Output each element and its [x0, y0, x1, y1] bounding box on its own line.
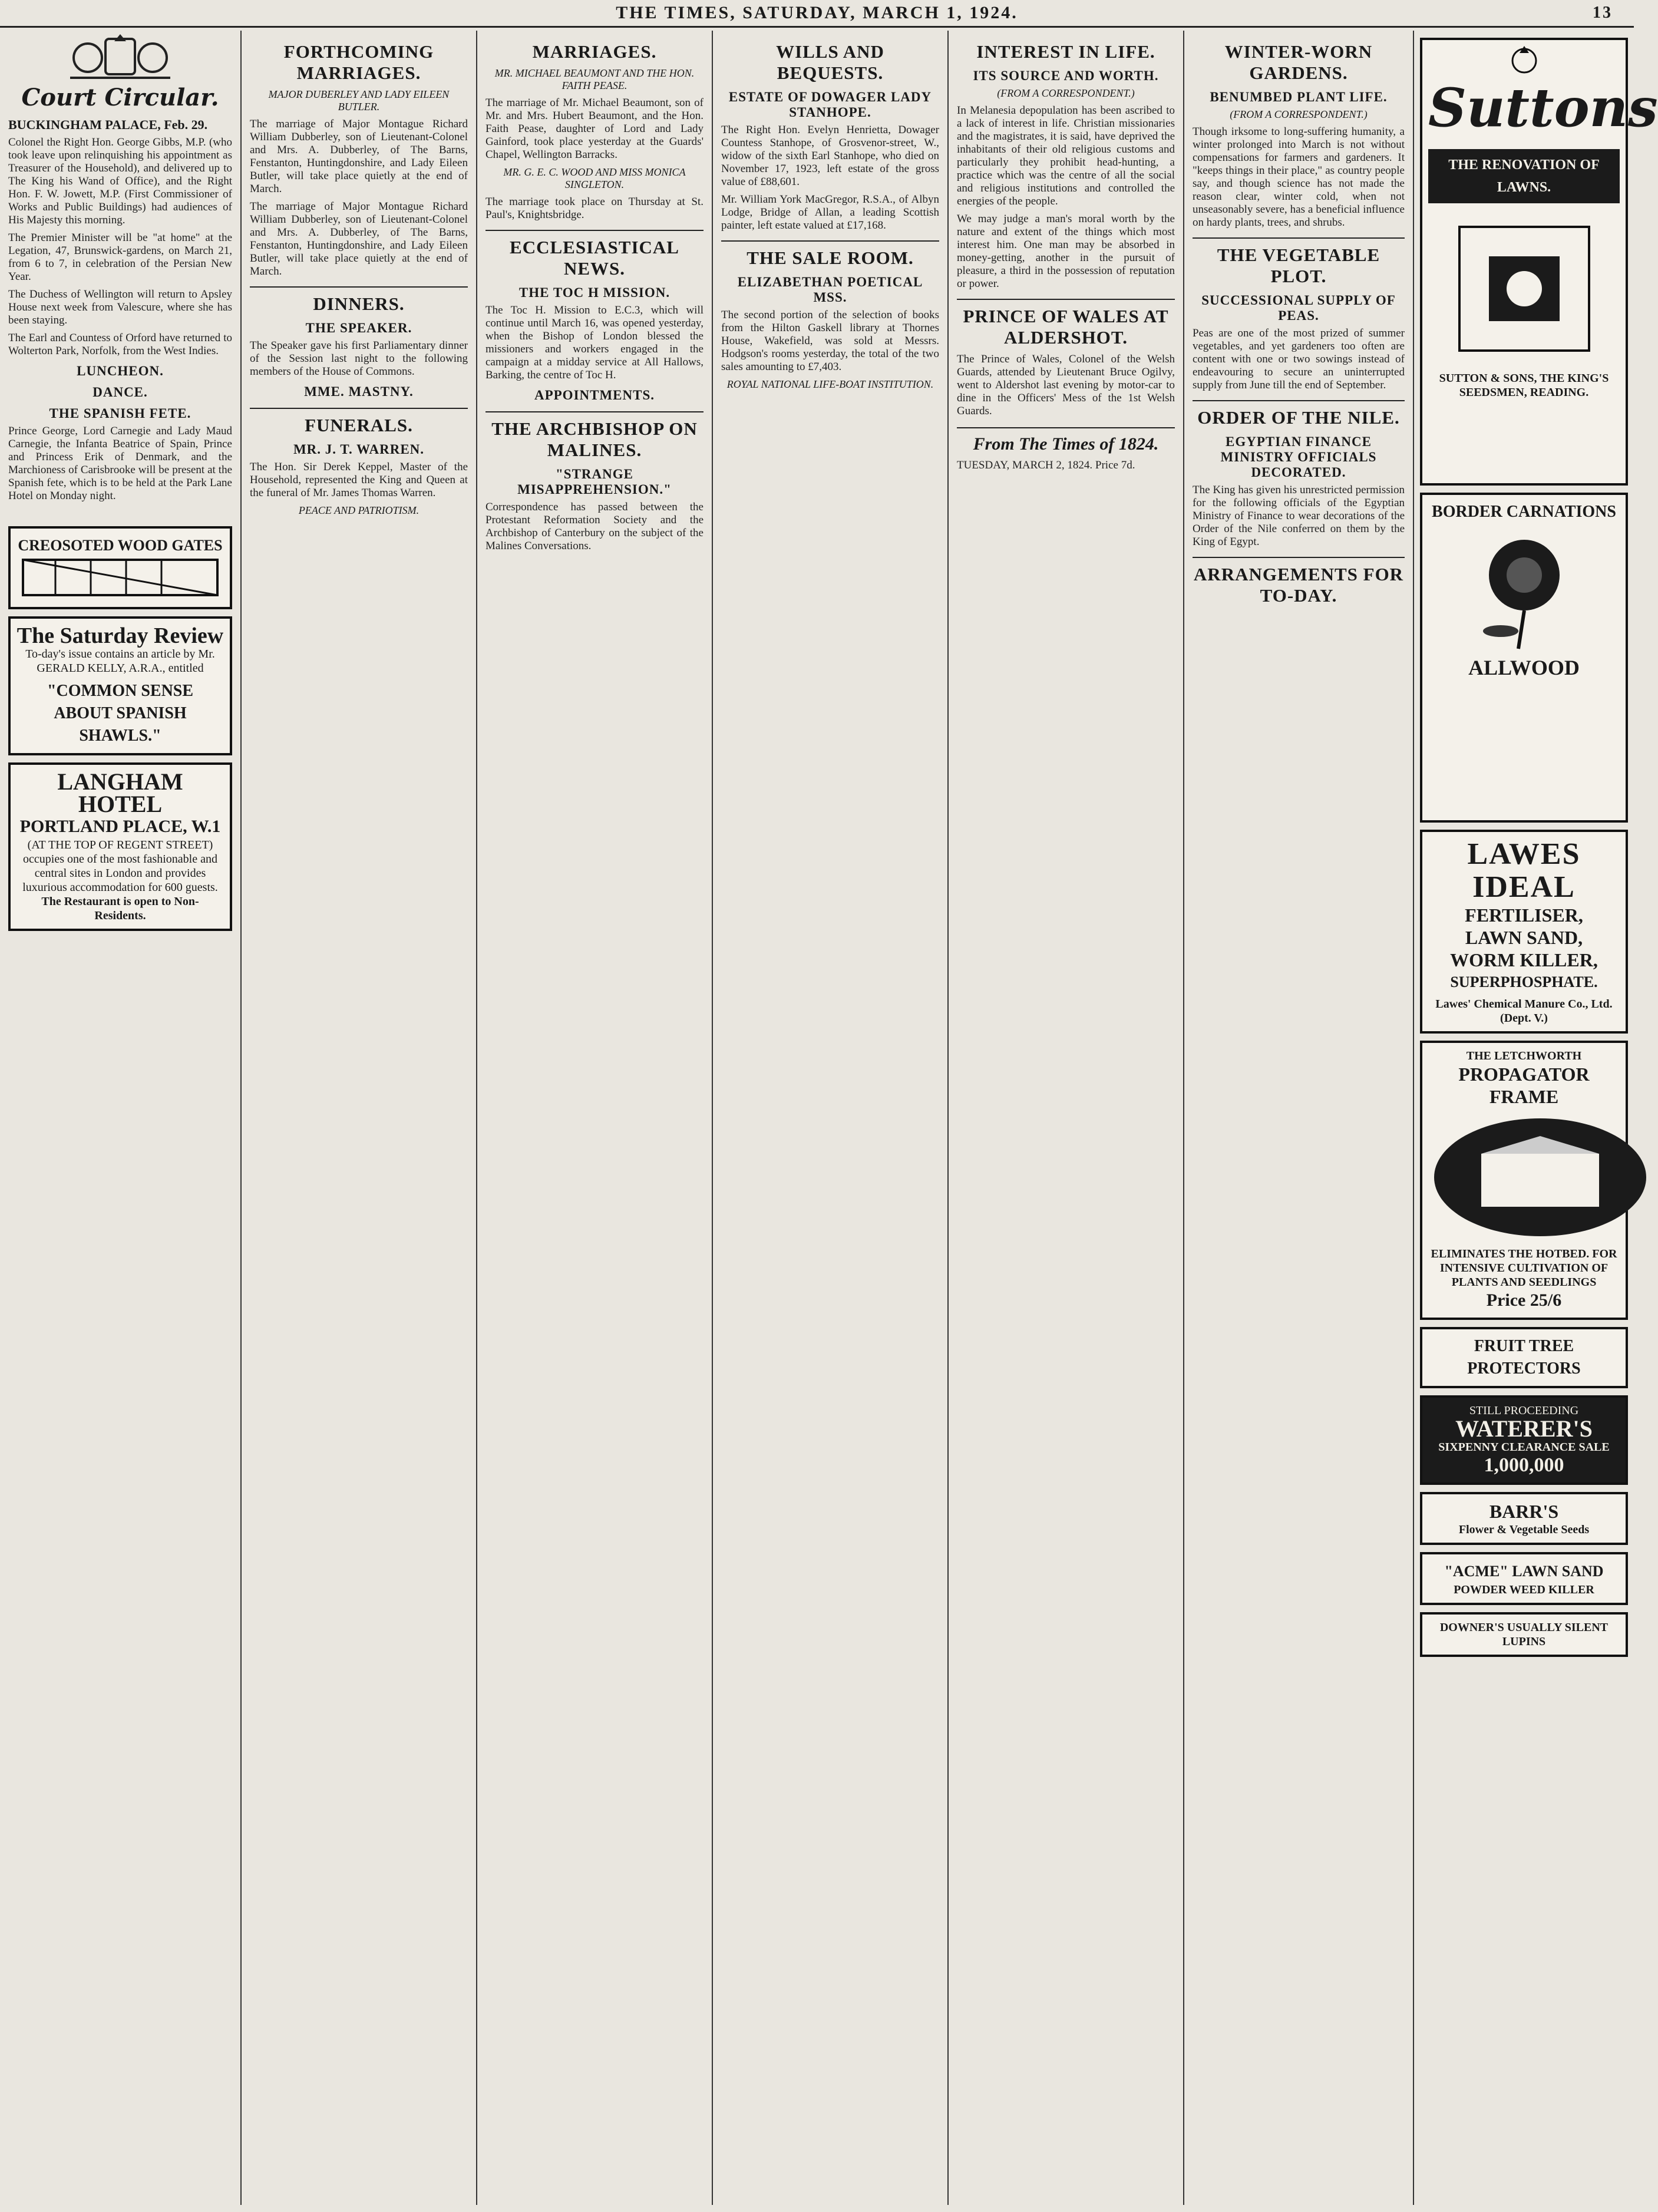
column-wills — [713, 31, 949, 2205]
article-paragraph: Peas are one of the most prized of summer vegetables, and yet gardeners too often are content with one or two sowings instead of endeavouring to secure an uninterrupted supply from June till the end of September. — [1193, 327, 1405, 391]
ad-hotel-name: LANGHAM HOTEL — [57, 768, 183, 817]
article-paragraph: We may judge a man's moral worth by the nature and extent of the things which most interest him. One man may be absorbed in money-getting, another in the pursuit of pleasure, a third in the possession of reputation or power. — [957, 213, 1175, 290]
ad-barrs-title: BARR'S — [1489, 1501, 1559, 1522]
ad-lawes — [1420, 830, 1628, 1034]
ad-acme-title: "ACME" LAWN SAND — [1444, 1563, 1604, 1580]
section-archbishop-malines: THE ARCHBISHOP ON MALINES. — [485, 411, 704, 461]
ad-waterer-line2: WATERER'S — [1455, 1415, 1593, 1442]
masthead — [0, 0, 1634, 28]
ad-allwood: ALLWOOD — [1468, 656, 1580, 679]
article-paragraph: The King has given his unrestricted permission for the following officials of the Egyptian Ministry of Finance to wear decorations of the Order of the Nile conferred on them by the King of Egypt. — [1193, 484, 1405, 548]
ad-fruit-title: FRUIT TREE PROTECTORS — [1467, 1337, 1581, 1378]
royal-crest-icon — [58, 34, 182, 81]
ad-lawes-line5: WORM KILLER, — [1450, 949, 1598, 970]
ad-hotel-location: (AT THE TOP OF REGENT STREET) — [27, 838, 213, 851]
article-paragraph: The marriage took place on Thursday at St. Paul's, Knightsbridge. — [485, 196, 704, 221]
gate-icon — [20, 557, 220, 598]
column-advertisements — [1414, 31, 1658, 2205]
ad-acme-lawn-sand — [1420, 1552, 1628, 1605]
article-paragraph: The marriage of Mr. Michael Beaumont, son of Mr. and Mrs. Hubert Beaumont, and the Hon. Faith Pease, daughter of Lord and Lady Gainford, took place yesterday at the Guards' Chapel, Wellington Barracks. — [485, 97, 704, 161]
ad-review-quote: "COMMON SENSE ABOUT SPANISH SHAWLS." — [47, 682, 194, 745]
article-paragraph: The Right Hon. Evelyn Henrietta, Dowager Countess Stanhope, of Grosvenor-street, W., widow of the sixth Earl Stanhope, who died on November 17, 1923, left estate of the gross value of £88,601. — [721, 124, 939, 188]
ad-review-body: To-day's issue contains an article by Mr. GERALD KELLY, A.R.A., entitled — [25, 648, 215, 675]
ad-barrs-sub: Flower & Vegetable Seeds — [1458, 1523, 1590, 1536]
subheading: ROYAL NATIONAL LIFE-BOAT INSTITUTION. — [726, 378, 934, 390]
section-arrangements: ARRANGEMENTS FOR TO-DAY. — [1193, 557, 1405, 606]
court-circular-title: Court Circular. — [21, 84, 219, 111]
ad-suttons — [1420, 38, 1658, 486]
section-marriages: MARRIAGES. — [532, 41, 657, 62]
article-paragraph: The second portion of the selection of books from the Hilton Gaskell library at Thornes House, Wakefield, was sold at Messrs. Hodgson's rooms yesterday, the total of the two sales amounting to £7,403. — [721, 309, 939, 373]
ad-border-carnations — [1420, 493, 1628, 823]
column-gardens — [1184, 31, 1414, 2205]
subheading: MR. MICHAEL BEAUMONT AND THE HON. FAITH PEASE. — [494, 67, 695, 91]
section-dance: DANCE. — [93, 385, 148, 400]
article-paragraph: The Premier Minister will be "at home" at the Legation, 47, Brunswick-gardens, on March 21, from 6 to 7, in celebration of the Persian New Year. — [8, 232, 232, 283]
subheading: ELIZABETHAN POETICAL MSS. — [737, 275, 923, 305]
subheading: PEACE AND PATRIOTISM. — [298, 504, 420, 516]
subheading: THE TOC H MISSION. — [518, 285, 671, 300]
subheading: MAJOR DUBERLEY AND LADY EILEEN BUTLER. — [268, 88, 450, 113]
ad-review-title: The Saturday Review — [16, 623, 224, 648]
ad-propagator-top: THE LETCHWORTH — [1466, 1049, 1582, 1062]
article-paragraph: Though irksome to long-suffering humanity, a winter prolonged into March is not without compensations for farmers and gardeners. It "keeps things in their place," as country people say, and though science has not made the reason clear, winter cold, when not unseasonably severe, has a beneficial influence on hardy plants, trees, and shrubs. — [1193, 126, 1405, 229]
article-paragraph: Mr. William York MacGregor, R.S.A., of Albyn Lodge, Bridge of Allan, a leading Scottish painter, left estate valued at £17,168. — [721, 193, 939, 232]
subheading: APPOINTMENTS. — [534, 388, 655, 402]
subheading: MR. J. T. WARREN. — [293, 442, 425, 457]
ad-hotel-foot: The Restaurant is open to Non-Residents. — [41, 895, 199, 922]
article-paragraph: In Melanesia depopulation has been ascribed to a lack of interest in life. Christian missionaries and the magistrates, it is said, have deprived the inhabitants of their old religious customs and particularly they prohibit head-hunting, a practice which was the centre of all the social and religious institutions and controlled the energies of the people. — [957, 104, 1175, 207]
ad-lupins-title: DOWNER'S USUALLY SILENT LUPINS — [1439, 1621, 1609, 1648]
column-court-circular — [0, 31, 242, 2205]
section-winter-gardens: WINTER-WORN GARDENS. — [1224, 41, 1373, 83]
section-from-times-1824: From The Times of 1824. — [957, 427, 1175, 454]
section-funerals: FUNERALS. — [250, 408, 468, 436]
subheading: ITS SOURCE AND WORTH. — [973, 68, 1159, 83]
article-paragraph: TUESDAY, MARCH 2, 1824. Price 7d. — [957, 459, 1135, 471]
ad-fruit-tree — [1420, 1327, 1628, 1388]
section-order-of-nile: ORDER OF THE NILE. — [1193, 400, 1405, 428]
subheading: "STRANGE MISAPPREHENSION." — [517, 467, 672, 497]
lawn-mower-icon — [1448, 215, 1601, 362]
ad-downers-lupins — [1420, 1612, 1628, 1657]
ad-powder-title: POWDER WEED KILLER — [1454, 1583, 1594, 1596]
section-wills-bequests: WILLS AND BEQUESTS. — [776, 41, 884, 83]
section-ecclesiastical-news: ECCLESIASTICAL NEWS. — [485, 230, 704, 279]
ad-langham-hotel — [8, 762, 232, 931]
propagator-frame-icon — [1428, 1112, 1652, 1242]
subheading: SUCCESSIONAL SUPPLY OF PEAS. — [1201, 293, 1396, 323]
byline: (FROM A CORRESPONDENT.) — [997, 87, 1135, 99]
subheading: ESTATE OF DOWAGER LADY STANHOPE. — [728, 90, 932, 120]
ad-hotel-address: PORTLAND PLACE, W.1 — [19, 817, 221, 836]
ad-propagator-title: PROPAGATOR FRAME — [1458, 1064, 1590, 1107]
subheading: MR. G. E. C. WOOD AND MISS MONICA SINGLETON. — [503, 166, 686, 190]
section-spanish-fete: THE SPANISH FETE. — [49, 406, 191, 421]
ad-saturday-review — [8, 616, 232, 755]
ad-propagator-body: ELIMINATES THE HOTBED. FOR INTENSIVE CULTIVATION OF PLANTS AND SEEDLINGS — [1431, 1247, 1617, 1289]
subheading: EGYPTIAN FINANCE MINISTRY OFFICIALS DECORATED. — [1220, 434, 1377, 480]
subheading: BENUMBED PLANT LIFE. — [1210, 90, 1388, 104]
masthead-title: THE TIMES, SATURDAY, MARCH 1, 1924. — [616, 3, 1018, 22]
ad-lawes-foot: Lawes' Chemical Manure Co., Ltd. (Dept. V.) — [1435, 998, 1613, 1025]
ad-waterer-line3: SIXPENNY CLEARANCE SALE — [1438, 1441, 1610, 1454]
ad-hotel-body: occupies one of the most fashionable and central sites in London and provides luxurious accommodation for 600 guests. — [22, 853, 218, 894]
article-paragraph: Prince George, Lord Carnegie and Lady Maud Carnegie, the Infanta Beatrice of Spain, Prince and Princess Erik of Denmark, and the Marchioness of Carisbrooke will be present at the Spanish fete, which is to be held at the Park Lane Hotel on Monday night. — [8, 425, 232, 502]
byline: (FROM A CORRESPONDENT.) — [1230, 108, 1368, 120]
article-paragraph: The marriage of Major Montague Richard William Dubberley, son of Lieutenant-Colonel and Mrs. A. Dubberley, of The Barns, Fenstanton, Huntingdonshire, and Lady Eileen Butler, will take place quietly at the end of March. — [250, 118, 468, 195]
ad-suttons-foot: SUTTON & SONS, THE KING'S SEEDSMEN, READING. — [1439, 372, 1609, 399]
royal-crest-icon — [1501, 46, 1548, 75]
article-paragraph: The Toc H. Mission to E.C.3, which will continue until March 16, was opened yesterday, when the Bishop of London blessed the missioners and workers engaged in the campaign at a midday service at All Hallows, Barking, the centre of Toc H. — [485, 304, 704, 381]
page-number: 13 — [1593, 4, 1613, 22]
ad-waterer-line1: STILL PROCEEDING — [1469, 1404, 1579, 1417]
column-interest-in-life — [949, 31, 1184, 2205]
dateline: BUCKINGHAM PALACE, Feb. 29. — [8, 117, 208, 132]
ad-lawes-line4: LAWN SAND, — [1465, 927, 1583, 948]
article-paragraph: The marriage of Major Montague Richard William Dubberley, son of Lieutenant-Colonel and Mrs. A. Dubberley, of The Barns, Fenstanton, Huntingdonshire, and Lady Eileen Butler, will take place quietly at the end of March. — [250, 200, 468, 278]
article-paragraph: The Prince of Wales, Colonel of the Welsh Guards, attended by Lieutenant Bruce Ogilvy, went to Aldershot last evening by motor-car to dine in the Officers' Mess of the 1st Welsh Guards. — [957, 353, 1175, 417]
article-paragraph: The Earl and Countess of Orford have returned to Wolterton Park, Norfolk, from the West Indies. — [8, 332, 232, 357]
ad-carnations-title: BORDER CARNATIONS — [1432, 503, 1616, 521]
ad-lawes-line1: LAWES — [1467, 837, 1581, 871]
ad-propagator-price: Price 25/6 — [1486, 1290, 1562, 1310]
section-interest-in-life: INTEREST IN LIFE. — [976, 41, 1155, 62]
ad-waterers — [1420, 1395, 1628, 1485]
article-paragraph: Colonel the Right Hon. George Gibbs, M.P. (who took leave upon relinquishing his appointment as Treasurer of the Household), and delivered up to The King his Wand of Office), and the Right Hon. F. W. Jowett, M.P. (First Commissioner of Works and Public Buildings) had audiences of His Majesty this morning. — [8, 136, 232, 226]
article-paragraph: The Duchess of Wellington will return to Apsley House next week from Valescure, where she has been staying. — [8, 288, 232, 326]
section-forthcoming-marriages: FORTHCOMING MARRIAGES. — [283, 41, 434, 83]
ad-creosoted-gates — [8, 526, 232, 609]
ad-suttons-side: THE RENOVATION OF LAWNS. — [1428, 149, 1620, 203]
ad-waterer-line4: 1,000,000 — [1484, 1454, 1564, 1476]
ad-barrs — [1420, 1492, 1628, 1545]
section-vegetable-plot: THE VEGETABLE PLOT. — [1193, 237, 1405, 287]
ad-suttons-logo: Suttons — [1428, 77, 1658, 139]
article-paragraph: The Speaker gave his first Parliamentary dinner of the Session last night to the following members of the House of Commons. — [250, 339, 468, 378]
section-sale-room: THE SALE ROOM. — [721, 240, 939, 269]
section-dinners: DINNERS. — [250, 286, 468, 315]
carnation-flower-icon — [1454, 528, 1595, 652]
ad-propagator-frame — [1420, 1041, 1628, 1320]
section-luncheon: LUNCHEON. — [77, 364, 164, 378]
ad-lawes-line6: SUPERPHOSPHATE. — [1450, 973, 1598, 991]
ad-gates-title: CREOSOTED WOOD GATES — [18, 537, 223, 554]
section-prince-of-wales: PRINCE OF WALES AT ALDERSHOT. — [957, 299, 1175, 348]
article-paragraph: Correspondence has passed between the Protestant Reformation Society and the Archbishop of Canterbury on the subject of the Malines Conversations. — [485, 501, 704, 552]
column-marriages — [477, 31, 713, 2205]
article-paragraph: The Hon. Sir Derek Keppel, Master of the Household, represented the King and Queen at the funeral of Mr. James Thomas Warren. — [250, 461, 468, 499]
subheading: MME. MASTNY. — [304, 384, 414, 399]
ad-lawes-line2: IDEAL — [1472, 870, 1576, 904]
ad-lawes-line3: FERTILISER, — [1465, 904, 1583, 926]
column-marriages-forthcoming — [242, 31, 477, 2205]
subheading: THE SPEAKER. — [305, 321, 412, 335]
